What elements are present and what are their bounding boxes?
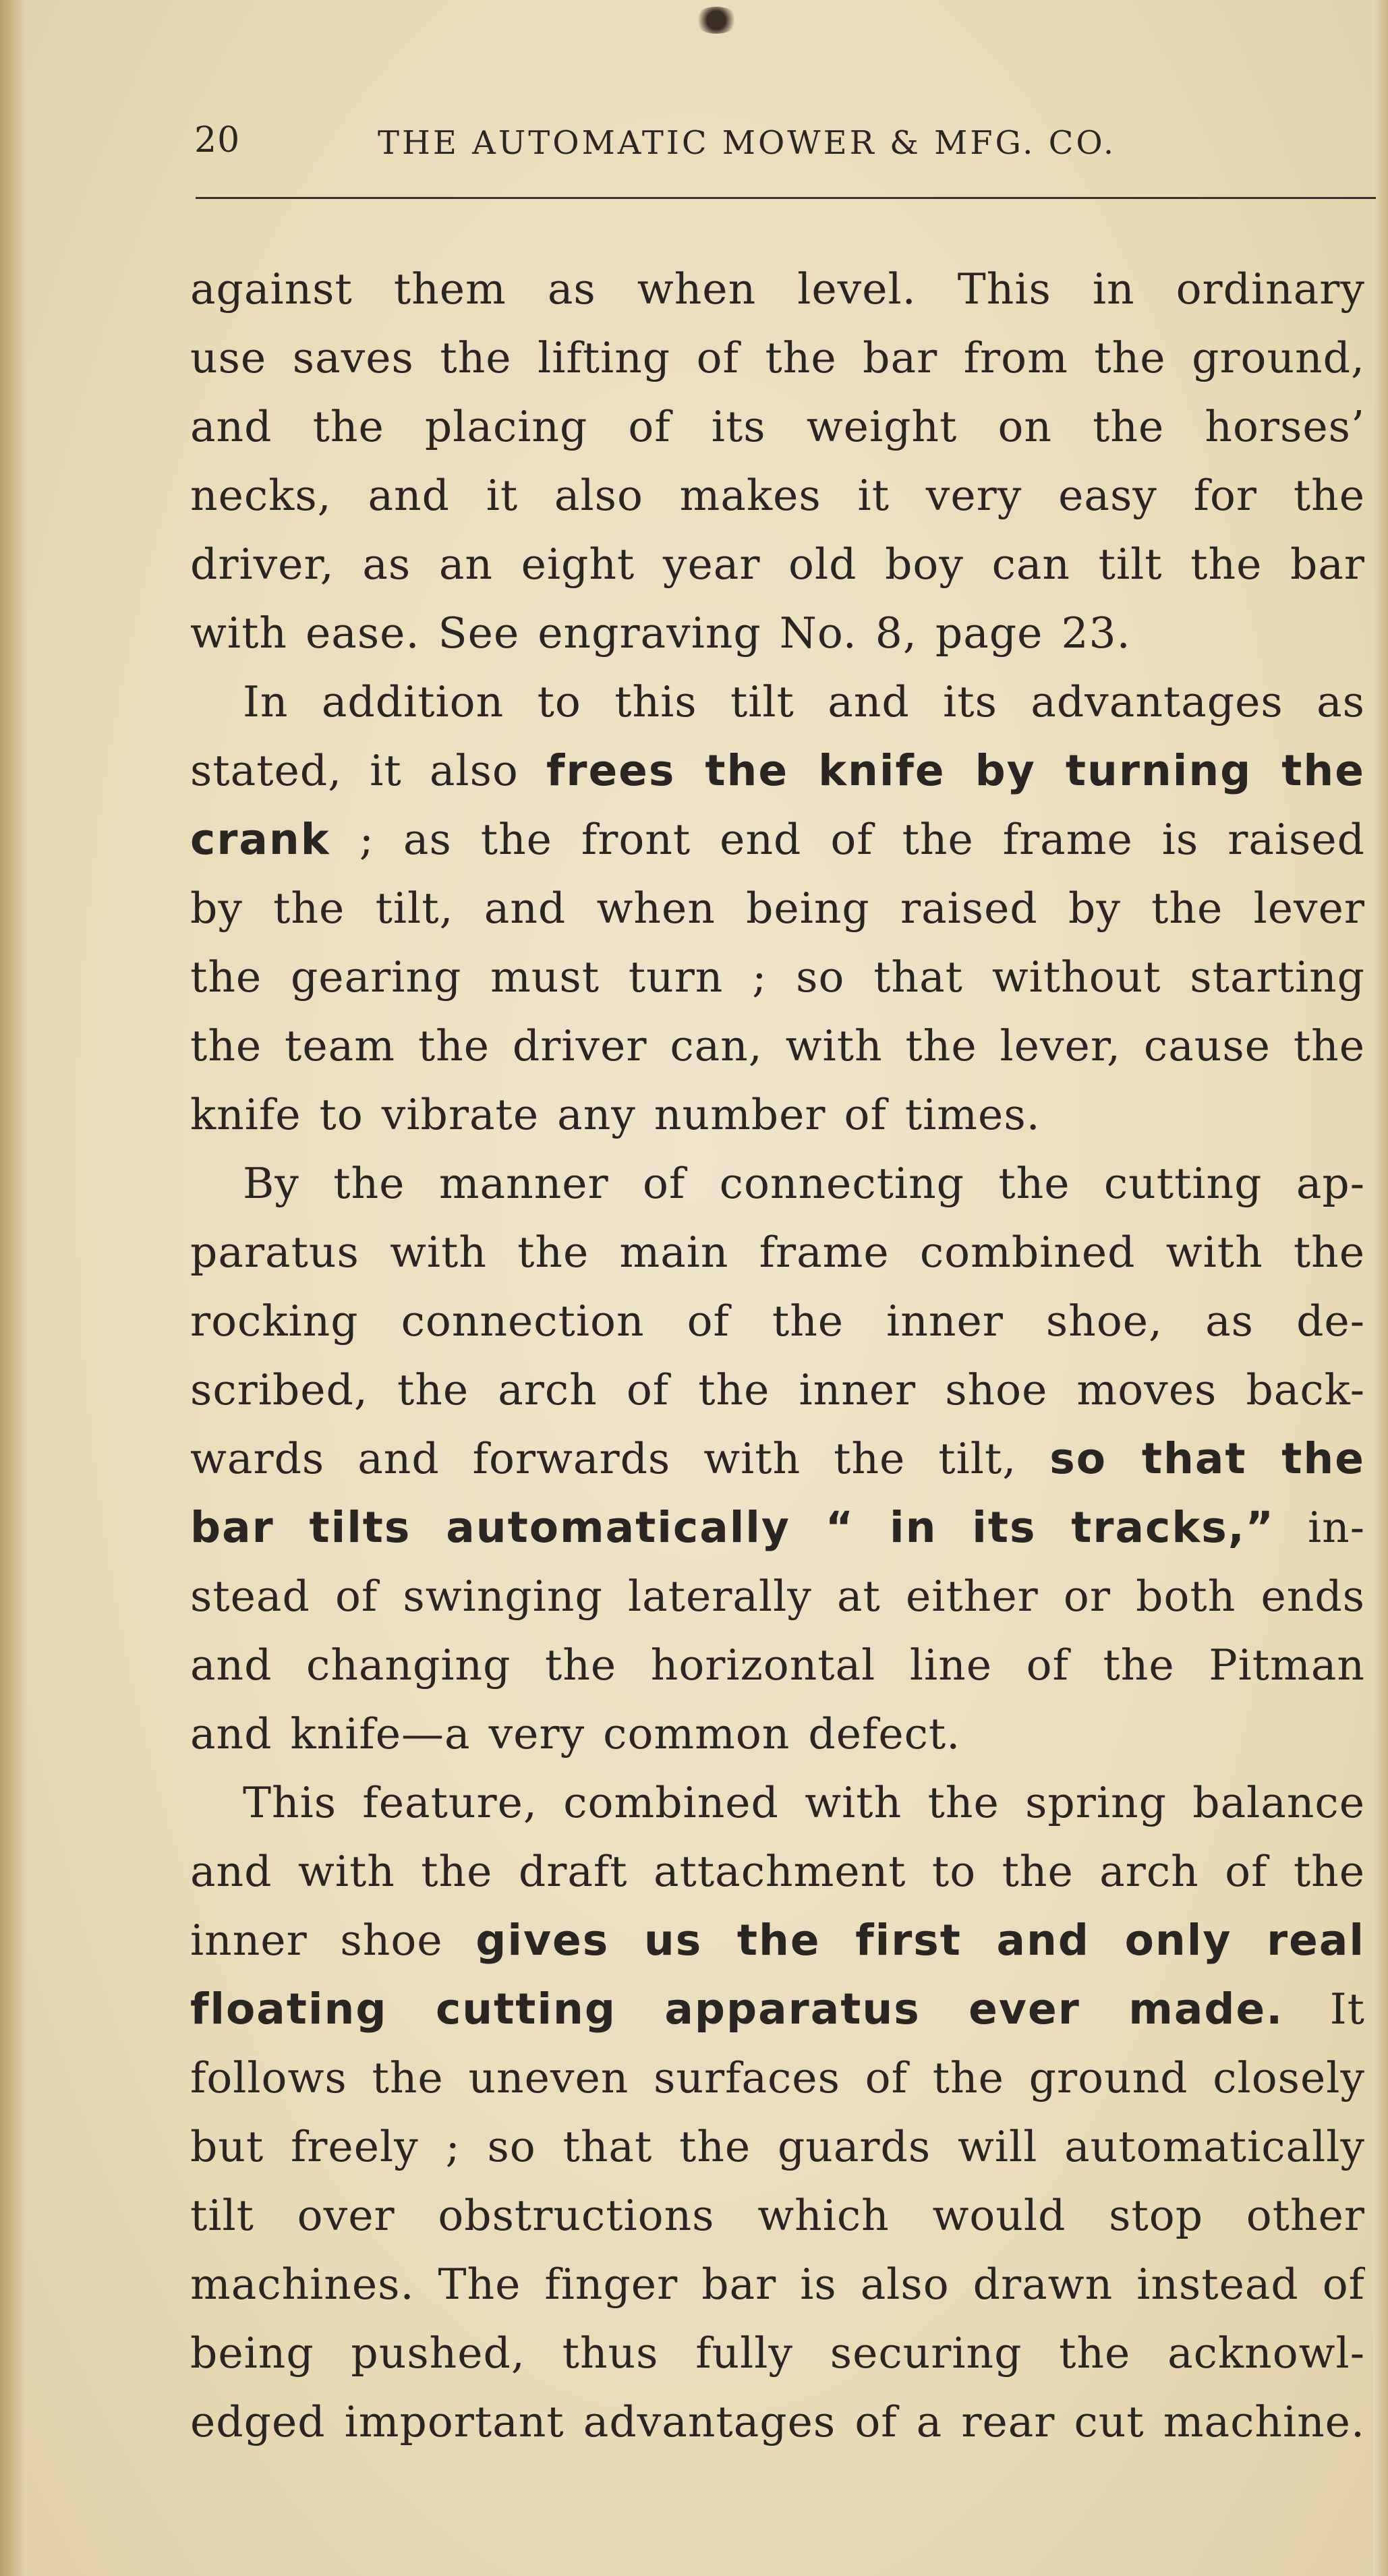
text-run: machines. The finger bar is also drawn instead of	[190, 2260, 1365, 2309]
emphasized-text: frees the knife by turning the	[546, 746, 1365, 795]
page-edge-shadow	[1373, 0, 1388, 2576]
page-header	[194, 120, 1192, 174]
emphasized-text: so that the	[1049, 1434, 1365, 1483]
text-line	[190, 324, 1365, 393]
emphasized-text: gives us the first and only real	[475, 1916, 1365, 1965]
text-line	[190, 1562, 1365, 1631]
text-line	[190, 1631, 1365, 1700]
text-line	[190, 668, 1365, 737]
text-run: paratus with the main frame combined with the	[190, 1228, 1365, 1277]
running-head: THE AUTOMATIC MOWER & MFG. CO.	[378, 124, 1117, 162]
text-line	[190, 1012, 1365, 1081]
text-line	[190, 943, 1365, 1012]
text-line	[190, 2181, 1365, 2250]
text-line	[190, 2044, 1365, 2113]
text-run: tilt over obstructions which would stop other	[190, 2191, 1365, 2240]
text-line	[190, 1700, 1365, 1769]
text-run: driver, as an eight year old boy can tilt the bar	[190, 540, 1365, 589]
text-run: by the tilt, and when being raised by the lever	[190, 884, 1365, 933]
text-run: rocking connection of the inner shoe, as de-	[190, 1296, 1365, 1346]
text-run: and knife—a very common defect.	[190, 1709, 961, 1758]
text-run: ; as the front end of the frame is raised	[330, 815, 1365, 864]
text-run: scribed, the arch of the inner shoe moves back-	[190, 1365, 1365, 1414]
text-run: follows the uneven surfaces of the ground closely	[190, 2053, 1365, 2102]
body-text	[190, 255, 1365, 2457]
text-line	[190, 255, 1365, 324]
text-line	[190, 1356, 1365, 1425]
text-run: against them as when level. This in ordinary	[190, 264, 1365, 314]
text-run: In addition to this tilt and its advantages as	[243, 677, 1365, 726]
emphasized-text: bar tilts automatically “ in its tracks,”	[190, 1503, 1275, 1552]
text-run: and with the draft attachment to the arch of the	[190, 1847, 1365, 1896]
text-line	[190, 393, 1365, 461]
text-line	[190, 1425, 1365, 1493]
page-gutter-shadow	[0, 0, 27, 2576]
text-run: being pushed, thus fully securing the acknowl-	[190, 2328, 1365, 2378]
text-run: use saves the lifting of the bar from the ground,	[190, 333, 1365, 382]
text-run: and the placing of its weight on the horses’	[190, 402, 1365, 451]
text-run: It	[1283, 1984, 1365, 2034]
text-run: edged important advantages of a rear cut machine.	[190, 2397, 1365, 2446]
text-run: This feature, combined with the spring balance	[243, 1778, 1365, 1827]
emphasized-text: floating cutting apparatus ever made.	[190, 1984, 1284, 2034]
text-run: the gearing must turn ; so that without starting	[190, 952, 1365, 1002]
text-line	[190, 1837, 1365, 1906]
text-line	[190, 1975, 1365, 2044]
text-line	[190, 461, 1365, 530]
text-line	[190, 874, 1365, 943]
text-line	[190, 737, 1365, 805]
text-line	[190, 1081, 1365, 1149]
text-run: the team the driver can, with the lever, cause the	[190, 1021, 1365, 1070]
text-line	[190, 2250, 1365, 2319]
text-line	[190, 1218, 1365, 1287]
text-run: stated, it also	[190, 746, 546, 795]
text-run: with ease. See engraving No. 8, page 23.	[190, 608, 1131, 658]
emphasized-text: crank	[190, 815, 330, 864]
text-line	[190, 1906, 1365, 1975]
text-line	[190, 2388, 1365, 2457]
text-run: By the manner of connecting the cutting ap-	[243, 1159, 1365, 1208]
text-run: in-	[1275, 1503, 1365, 1552]
text-run: stead of swinging laterally at either or both ends	[190, 1572, 1365, 1621]
page-number: 20	[194, 120, 241, 161]
text-line	[190, 2319, 1365, 2388]
text-line	[190, 805, 1365, 874]
ink-blot-mark	[693, 7, 739, 34]
text-run: knife to vibrate any number of times.	[190, 1090, 1041, 1139]
text-line	[190, 1769, 1365, 1837]
text-line	[190, 1149, 1365, 1218]
text-run: necks, and it also makes it very easy for the	[190, 471, 1365, 520]
text-run: and changing the horizontal line of the Pitman	[190, 1640, 1365, 1690]
text-run: but freely ; so that the guards will automatically	[190, 2122, 1365, 2171]
text-line	[190, 1493, 1365, 1562]
header-rule	[196, 197, 1376, 199]
text-line	[190, 2113, 1365, 2181]
text-line	[190, 1287, 1365, 1356]
text-line	[190, 599, 1365, 668]
text-run: inner shoe	[190, 1916, 476, 1965]
text-run: wards and forwards with the tilt,	[190, 1434, 1050, 1483]
text-line	[190, 530, 1365, 599]
